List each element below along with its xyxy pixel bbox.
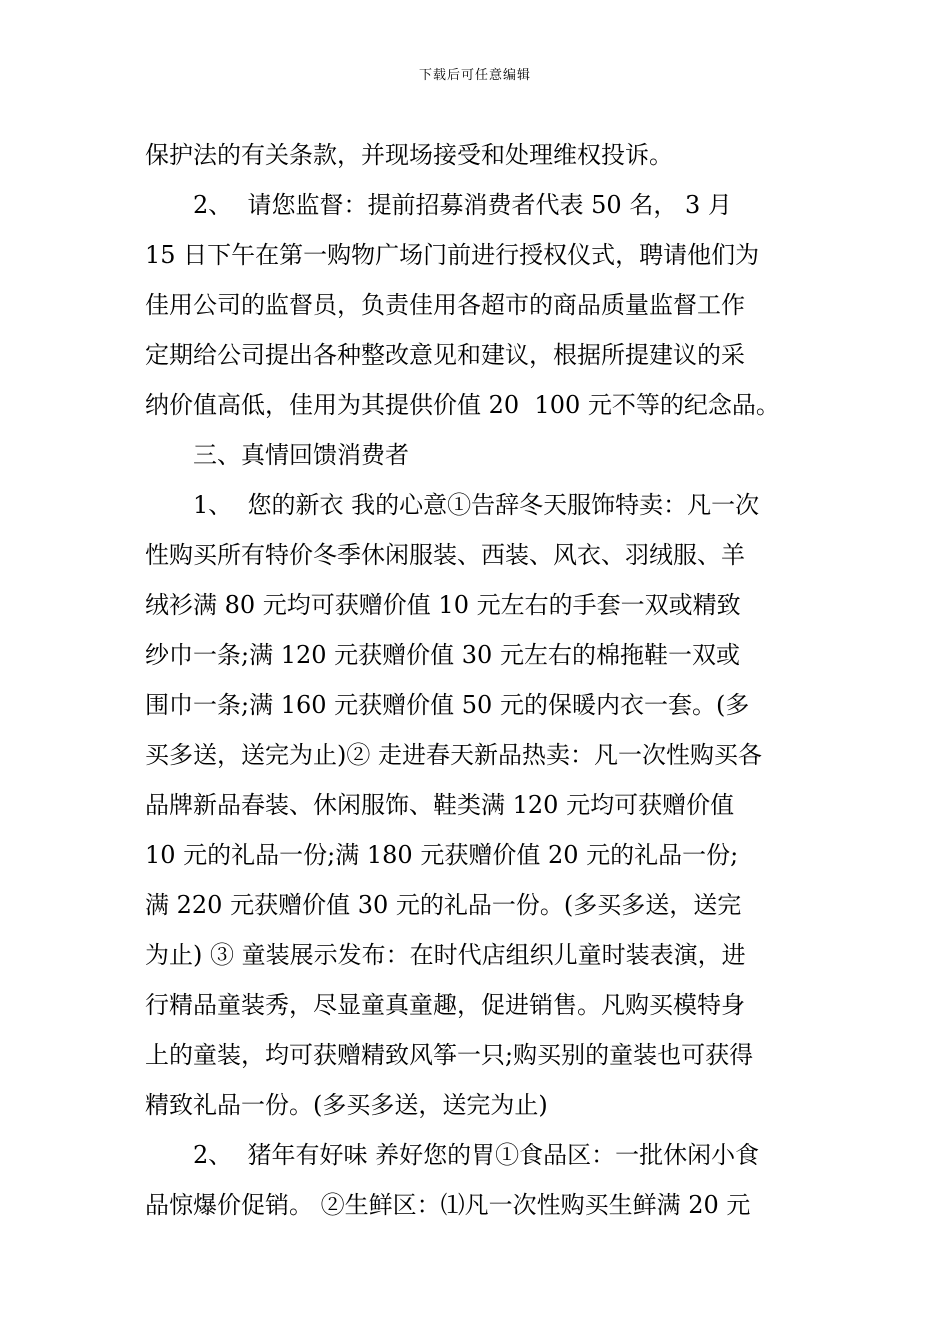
text-line: 2、 请您监督：提前招募消费者代表 50 名， 3 月 [193,191,732,219]
text-line: 买多送，送完为止)② 走进春天新品热卖：凡一次性购买各 [145,741,762,769]
text-line: 佳用公司的监督员，负责佳用各超市的商品质量监督工作 [145,291,745,319]
text-line: 品惊爆价促销。 ②生鲜区：⑴凡一次性购买生鲜满 20 元 [145,1191,751,1219]
text-line: 为止) ③ 童装展示发布：在时代店组织儿童时装表演，进 [145,941,746,969]
text-line: 围巾一条;满 160 元获赠价值 50 元的保暖内衣一套。(多 [145,691,750,719]
text-line: 精致礼品一份。(多买多送，送完为止) [145,1091,548,1119]
text-line: 品牌新品春装、休闲服饰、鞋类满 120 元均可获赠价值 [145,791,735,819]
text-line: 上的童装，均可获赠精致风筝一只;购买别的童装也可获得 [145,1041,754,1069]
document-body [145,130,815,1230]
text-line: 纳价值高低，佳用为其提供价值 20 100 元不等的纪念品。 [145,391,780,419]
section-heading: 三、真情回馈消费者 [193,441,409,469]
text-line: 2、 猪年有好味 养好您的胃①食品区：一批休闲小食 [193,1141,760,1169]
text-line: 定期给公司提出各种整改意见和建议，根据所提建议的采 [145,341,745,369]
text-line: 1、 您的新衣 我的心意①告辞冬天服饰特卖：凡一次 [193,491,760,519]
text-line: 纱巾一条;满 120 元获赠价值 30 元左右的棉拖鞋一双或 [145,641,740,669]
text-line: 15 日下午在第一购物广场门前进行授权仪式，聘请他们为 [145,241,760,269]
text-line: 行精品童装秀，尽显童真童趣，促进销售。凡购买模特身 [145,991,745,1019]
text-line: 性购买所有特价冬季休闲服装、西装、风衣、羽绒服、羊 [145,541,745,569]
text-line: 满 220 元获赠价值 30 元的礼品一份。(多买多送，送完 [145,891,742,919]
page-header: 下载后可任意编辑 [418,68,531,83]
text-line: 10 元的礼品一份;满 180 元获赠价值 20 元的礼品一份; [145,841,739,869]
text-line: 绒衫满 80 元均可获赠价值 10 元左右的手套一双或精致 [145,591,741,619]
text-line: 保护法的有关条款，并现场接受和处理维权投诉。 [145,141,673,169]
